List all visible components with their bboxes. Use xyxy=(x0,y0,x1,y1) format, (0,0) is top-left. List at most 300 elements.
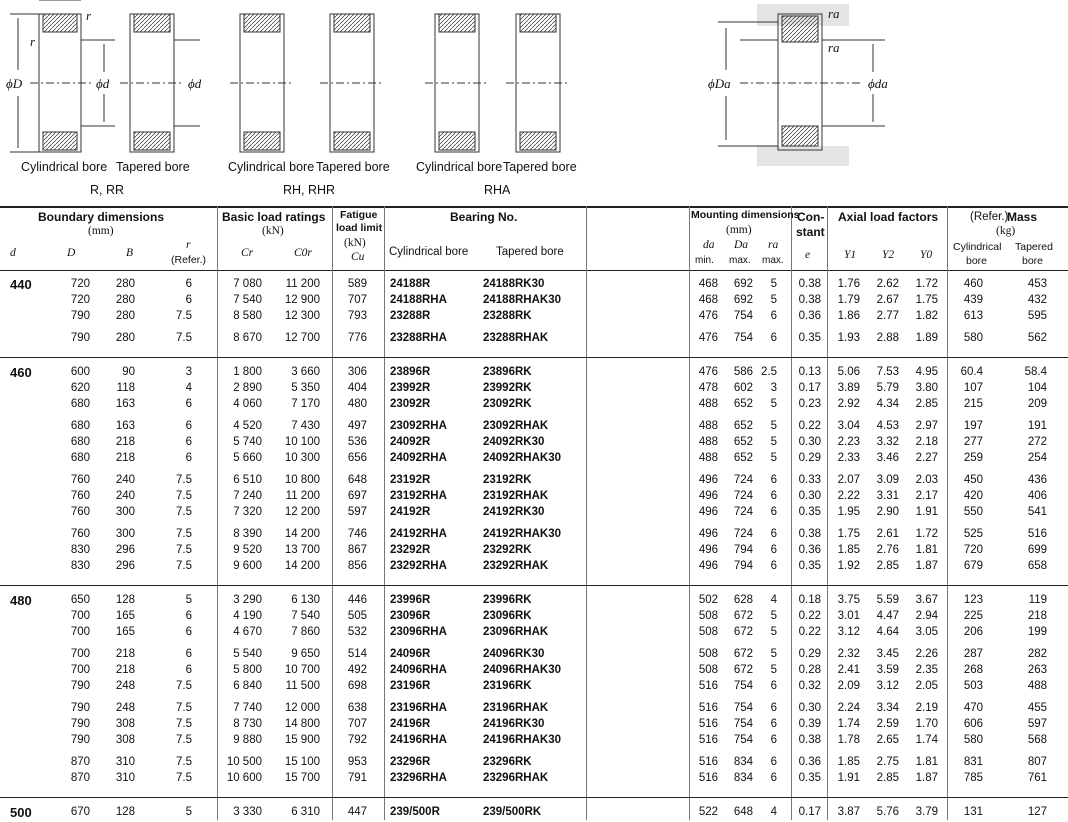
table-cell: 218 xyxy=(115,664,135,676)
table-cell: 5 xyxy=(770,610,777,622)
table-cell: 6 xyxy=(185,610,192,622)
table-cell: 4 670 xyxy=(233,626,262,638)
table-cell: 15 700 xyxy=(284,772,320,784)
table-cell: 5 xyxy=(770,294,777,306)
table-cell: 5 xyxy=(770,436,777,448)
table-cell: 754 xyxy=(733,332,753,344)
table-cell: 2.32 xyxy=(837,648,860,660)
table-cell: 280 xyxy=(115,310,135,322)
table-cell: 700 xyxy=(70,648,90,660)
table-cell: 7 320 xyxy=(233,506,262,518)
table-cell: 656 xyxy=(347,452,367,464)
table-cell: 0.35 xyxy=(798,772,821,784)
table-cell: 7 540 xyxy=(233,294,262,306)
table-cell: 308 xyxy=(115,734,135,746)
table-cell: 23196RHAK xyxy=(483,702,549,714)
table-cell: 436 xyxy=(1027,474,1047,486)
table-cell: 23896RK xyxy=(483,366,532,378)
table-cell: 2.23 xyxy=(837,436,860,448)
table-cell: 628 xyxy=(733,594,753,606)
table-cell: 9 650 xyxy=(291,648,320,660)
table-cell: 5 xyxy=(770,626,777,638)
table-row xyxy=(0,734,1068,750)
table-cell: 4 xyxy=(770,594,777,606)
table-cell: 0.36 xyxy=(798,310,821,322)
table-cell: 2.05 xyxy=(915,680,938,692)
table-cell: 1 800 xyxy=(233,366,262,378)
table-cell: 4 xyxy=(770,806,777,818)
table-cell: 6 xyxy=(770,772,777,784)
table-row xyxy=(0,420,1068,436)
table-cell: 0.29 xyxy=(798,452,821,464)
table-cell: 6 xyxy=(770,544,777,556)
table-cell: 720 xyxy=(963,544,983,556)
header-mass-refer: (Refer.) xyxy=(970,211,1009,223)
table-cell: 58.4 xyxy=(1024,366,1047,378)
table-row xyxy=(0,756,1068,772)
table-cell: 516 xyxy=(698,718,718,730)
table-cell: 24192R xyxy=(390,506,431,518)
table-cell: 692 xyxy=(733,294,753,306)
table-cell: 24096RHAK30 xyxy=(483,664,561,676)
table-cell: 3.59 xyxy=(876,664,899,676)
table-cell: 7.5 xyxy=(176,756,192,768)
table-cell: 0.22 xyxy=(798,610,821,622)
table-cell: 10 500 xyxy=(226,756,262,768)
table-cell: 23096RHAK xyxy=(483,626,549,638)
bearing-table xyxy=(0,206,1068,820)
table-cell: 648 xyxy=(733,806,753,818)
caption-rha-cylindrical: Cylindrical bore xyxy=(416,160,503,174)
table-cell: 9 520 xyxy=(233,544,262,556)
table-cell: 7.5 xyxy=(176,474,192,486)
header-cyl-bore: Cylindrical bore xyxy=(389,246,469,258)
table-cell: 23296RHA xyxy=(390,772,447,784)
table-cell: 754 xyxy=(733,310,753,322)
table-cell: 0.28 xyxy=(798,664,821,676)
table-cell: 300 xyxy=(115,506,135,518)
table-cell: 131 xyxy=(963,806,983,818)
table-cell: 7.53 xyxy=(876,366,899,378)
table-cell: 562 xyxy=(1027,332,1047,344)
table-cell: 652 xyxy=(733,398,753,410)
table-cell: 700 xyxy=(70,626,90,638)
table-cell: 2 890 xyxy=(233,382,262,394)
table-cell: 23096RK xyxy=(483,610,532,622)
col-y0: Y0 xyxy=(920,249,933,261)
table-cell: 1.70 xyxy=(915,718,938,730)
table-cell: 14 800 xyxy=(284,718,320,730)
bearing-rha-cylindrical xyxy=(425,14,489,152)
table-cell: 23992R xyxy=(390,382,431,394)
table-cell: 24096R xyxy=(390,648,431,660)
table-cell: 1.85 xyxy=(837,756,860,768)
table-cell: 2.18 xyxy=(915,436,938,448)
table-cell: 0.23 xyxy=(798,398,821,410)
table-cell: 23092RK xyxy=(483,398,532,410)
symbol-mount-inner: ϕda xyxy=(868,76,888,91)
table-cell: 10 100 xyxy=(284,436,320,448)
bore-d-value: 500 xyxy=(10,805,32,820)
table-cell: 648 xyxy=(347,474,367,486)
table-cell: 724 xyxy=(733,490,753,502)
table-cell: 23192RHA xyxy=(390,490,447,502)
table-cell: 597 xyxy=(347,506,367,518)
table-cell: 2.67 xyxy=(876,294,899,306)
table-cell: 268 xyxy=(963,664,983,676)
table-cell: 23992RK xyxy=(483,382,532,394)
table-cell: 1.95 xyxy=(837,506,860,518)
table-cell: 514 xyxy=(347,648,367,660)
table-cell: 5 xyxy=(770,278,777,290)
table-cell: 300 xyxy=(115,528,135,540)
table-cell: 23192R xyxy=(390,474,431,486)
table-cell: 127 xyxy=(1027,806,1047,818)
table-cell: 7 740 xyxy=(233,702,262,714)
table-cell: 306 xyxy=(347,366,367,378)
table-cell: 2.94 xyxy=(915,610,938,622)
table-row xyxy=(0,718,1068,734)
table-cell: 2.09 xyxy=(837,680,860,692)
symbol-outer-diameter: ϕD xyxy=(6,76,23,91)
table-cell: 586 xyxy=(733,366,753,378)
table-cell: 225 xyxy=(963,610,983,622)
table-cell: 24188RK30 xyxy=(483,278,545,290)
table-cell: 23096R xyxy=(390,610,431,622)
table-cell: 2.76 xyxy=(876,544,899,556)
table-cell: 670 xyxy=(70,806,90,818)
table-cell: 272 xyxy=(1027,436,1047,448)
table-cell: 7 540 xyxy=(291,610,320,622)
table-cell: 652 xyxy=(733,420,753,432)
table-cell: 5 xyxy=(770,648,777,660)
table-cell: 790 xyxy=(70,718,90,730)
table-cell: 4.53 xyxy=(876,420,899,432)
table-cell: 3.89 xyxy=(837,382,860,394)
table-cell: 6 xyxy=(185,664,192,676)
table-cell: 23292RK xyxy=(483,544,532,556)
table-cell: 24192RHA xyxy=(390,528,447,540)
table-row xyxy=(0,366,1068,382)
table-cell: 24092R xyxy=(390,436,431,448)
table-cell: 2.27 xyxy=(915,452,938,464)
table-row xyxy=(0,310,1068,326)
table-row xyxy=(0,610,1068,626)
table-cell: 280 xyxy=(115,294,135,306)
table-cell: 720 xyxy=(70,294,90,306)
table-cell: 7.5 xyxy=(176,544,192,556)
table-cell: 502 xyxy=(698,594,718,606)
header-boundary-unit: (mm) xyxy=(88,225,114,237)
table-cell: 760 xyxy=(70,490,90,502)
symbol-mount-outer: ϕDa xyxy=(708,76,731,91)
table-cell: 790 xyxy=(70,734,90,746)
table-cell: 2.88 xyxy=(876,332,899,344)
symbol-ra: ra xyxy=(828,40,840,55)
table-cell: 6 xyxy=(770,506,777,518)
table-cell: 23092R xyxy=(390,398,431,410)
header-mass-tap-1: Tapered xyxy=(1015,241,1053,253)
header-constant-1: Con- xyxy=(797,210,825,224)
header-mass: Mass xyxy=(1007,210,1038,224)
symbol-r: r xyxy=(86,8,92,23)
table-cell: 3.34 xyxy=(876,702,899,714)
table-cell: 602 xyxy=(733,382,753,394)
table-cell: 23092RHA xyxy=(390,420,447,432)
table-cell: 7.5 xyxy=(176,560,192,572)
table-cell: 1.93 xyxy=(837,332,860,344)
table-row xyxy=(0,490,1068,506)
table-cell: 446 xyxy=(347,594,367,606)
table-cell: 7 240 xyxy=(233,490,262,502)
table-cell: 541 xyxy=(1027,506,1047,518)
table-cell: 7.5 xyxy=(176,772,192,784)
table-row xyxy=(0,626,1068,642)
header-fatigue-2: load limit xyxy=(336,222,383,234)
col-D: D xyxy=(67,247,76,259)
table-cell: 218 xyxy=(115,436,135,448)
table-cell: 754 xyxy=(733,718,753,730)
header-constant-2: stant xyxy=(796,225,825,239)
table-cell: 2.19 xyxy=(915,702,938,714)
table-top-rule xyxy=(0,206,1068,208)
table-cell: 24192RHAK30 xyxy=(483,528,561,540)
table-cell: 3.04 xyxy=(837,420,860,432)
bearing-drawings xyxy=(0,0,1068,206)
table-cell: 7 080 xyxy=(233,278,262,290)
table-cell: 707 xyxy=(347,718,367,730)
table-cell: 7 170 xyxy=(291,398,320,410)
table-cell: 792 xyxy=(347,734,367,746)
table-cell: 24096RHA xyxy=(390,664,447,676)
bearing-rha-tapered xyxy=(506,14,570,152)
table-cell: 0.36 xyxy=(798,544,821,556)
table-cell: 12 900 xyxy=(284,294,320,306)
table-cell: 1.86 xyxy=(837,310,860,322)
table-cell: 867 xyxy=(347,544,367,556)
table-cell: 432 xyxy=(1027,294,1047,306)
table-cell: 11 200 xyxy=(285,490,320,502)
table-cell: 6 xyxy=(770,332,777,344)
table-cell: 12 300 xyxy=(284,310,320,322)
header-tap-bore: Tapered bore xyxy=(496,246,564,258)
table-cell: 1.81 xyxy=(915,544,938,556)
table-cell: 6 xyxy=(770,560,777,572)
group-separator xyxy=(0,797,1068,798)
caption-rha-type: RHA xyxy=(484,183,511,197)
table-cell: 23288R xyxy=(390,310,431,322)
col-y2: Y2 xyxy=(882,249,895,261)
table-cell: 2.75 xyxy=(876,756,899,768)
table-cell: 165 xyxy=(115,610,135,622)
col-y1: Y1 xyxy=(844,249,857,261)
table-cell: 165 xyxy=(115,626,135,638)
table-cell: 6 xyxy=(185,626,192,638)
table-cell: 7.5 xyxy=(176,332,192,344)
group-separator xyxy=(0,585,1068,586)
table-cell: 652 xyxy=(733,452,753,464)
table-cell: 280 xyxy=(115,332,135,344)
caption-rh-tapered: Tapered bore xyxy=(316,160,390,174)
header-boundary: Boundary dimensions xyxy=(38,210,165,224)
table-cell: 707 xyxy=(347,294,367,306)
table-cell: 754 xyxy=(733,680,753,692)
table-cell: 123 xyxy=(963,594,983,606)
table-cell: 6 xyxy=(185,420,192,432)
table-cell: 2.59 xyxy=(876,718,899,730)
table-cell: 6 xyxy=(770,756,777,768)
table-cell: 7.5 xyxy=(176,490,192,502)
table-cell: 0.17 xyxy=(798,382,821,394)
table-cell: 6 xyxy=(770,702,777,714)
table-cell: 5 800 xyxy=(233,664,262,676)
table-cell: 439 xyxy=(963,294,983,306)
table-cell: 834 xyxy=(733,772,753,784)
table-cell: 700 xyxy=(70,610,90,622)
symbol-r-side: r xyxy=(30,34,36,49)
table-cell: 550 xyxy=(963,506,983,518)
table-cell: 8 580 xyxy=(233,310,262,322)
table-cell: 856 xyxy=(347,560,367,572)
table-cell: 5.59 xyxy=(876,594,899,606)
table-cell: 206 xyxy=(963,626,983,638)
table-cell: 4 xyxy=(185,382,192,394)
bearing-rh-cylindrical xyxy=(230,14,294,152)
table-cell: 310 xyxy=(115,756,135,768)
table-cell: 3 xyxy=(185,366,192,378)
table-cell: 0.38 xyxy=(798,278,821,290)
table-cell: 793 xyxy=(347,310,367,322)
table-cell: 790 xyxy=(70,310,90,322)
table-cell: 697 xyxy=(347,490,367,502)
table-cell: 6 xyxy=(770,490,777,502)
table-cell: 450 xyxy=(963,474,983,486)
table-cell: 488 xyxy=(698,436,718,448)
table-cell: 199 xyxy=(1027,626,1047,638)
table-cell: 4 520 xyxy=(233,420,262,432)
table-cell: 254 xyxy=(1027,452,1047,464)
table-cell: 24196RHAK30 xyxy=(483,734,561,746)
table-cell: 23196R xyxy=(390,680,431,692)
table-cell: 14 200 xyxy=(284,560,320,572)
table-cell: 0.17 xyxy=(798,806,821,818)
table-cell: 24196R xyxy=(390,718,431,730)
table-cell: 790 xyxy=(70,702,90,714)
table-cell: 23092RHAK xyxy=(483,420,549,432)
table-cell: 13 700 xyxy=(284,544,320,556)
table-cell: 1.76 xyxy=(837,278,860,290)
table-cell: 24092RK30 xyxy=(483,436,545,448)
table-cell: 7.5 xyxy=(176,702,192,714)
table-cell: 754 xyxy=(733,702,753,714)
table-cell: 6 xyxy=(185,294,192,306)
header-bottom-rule xyxy=(0,270,1068,271)
caption-rha-tapered: Tapered bore xyxy=(503,160,577,174)
table-cell: 5 xyxy=(770,420,777,432)
col-e: e xyxy=(805,249,811,261)
table-cell: 1.85 xyxy=(837,544,860,556)
table-cell: 760 xyxy=(70,506,90,518)
table-cell: 794 xyxy=(733,544,753,556)
table-cell: 0.29 xyxy=(798,648,821,660)
table-cell: 6 xyxy=(185,436,192,448)
table-row xyxy=(0,398,1068,414)
table-cell: 23996RK xyxy=(483,594,532,606)
table-cell: 5.06 xyxy=(837,366,860,378)
table-cell: 7.5 xyxy=(176,680,192,692)
table-cell: 1.91 xyxy=(915,506,938,518)
table-cell: 12 000 xyxy=(284,702,320,714)
table-cell: 24192RK30 xyxy=(483,506,545,518)
table-cell: 23192RHAK xyxy=(483,490,549,502)
col-cor: C0r xyxy=(294,247,312,259)
table-cell: 6 xyxy=(770,718,777,730)
table-cell: 24196RHA xyxy=(390,734,447,746)
table-cell: 6 xyxy=(185,452,192,464)
table-cell: 672 xyxy=(733,626,753,638)
table-cell: 6 840 xyxy=(233,680,262,692)
table-cell: 613 xyxy=(963,310,983,322)
header-mass-tap-2: bore xyxy=(1022,255,1044,267)
table-cell: 692 xyxy=(733,278,753,290)
bore-d-value: 480 xyxy=(10,593,32,608)
table-cell: 259 xyxy=(963,452,983,464)
table-cell: 420 xyxy=(963,490,983,502)
table-cell: 488 xyxy=(698,452,718,464)
table-cell: 2.24 xyxy=(837,702,860,714)
table-cell: 0.30 xyxy=(798,702,821,714)
table-cell: 4.34 xyxy=(876,398,899,410)
table-cell: 597 xyxy=(1027,718,1047,730)
table-cell: 580 xyxy=(963,332,983,344)
table-cell: 308 xyxy=(115,718,135,730)
table-cell: 7.5 xyxy=(176,310,192,322)
table-cell: 476 xyxy=(698,310,718,322)
col-ra-max: max. xyxy=(762,255,784,266)
table-cell: 658 xyxy=(1027,560,1047,572)
table-cell: 5 xyxy=(185,594,192,606)
table-cell: 536 xyxy=(347,436,367,448)
table-cell: 1.81 xyxy=(915,756,938,768)
table-cell: 3.31 xyxy=(876,490,899,502)
table-row xyxy=(0,452,1068,468)
header-mass-cyl-1: Cylindrical xyxy=(953,241,1002,253)
table-cell: 508 xyxy=(698,626,718,638)
mounting-diagram xyxy=(718,4,885,166)
table-cell: 3.12 xyxy=(876,680,899,692)
table-cell: 508 xyxy=(698,610,718,622)
table-cell: 4 190 xyxy=(233,610,262,622)
table-cell: 870 xyxy=(70,756,90,768)
table-row xyxy=(0,594,1068,610)
table-cell: 652 xyxy=(733,436,753,448)
table-cell: 589 xyxy=(347,278,367,290)
header-cu: Cu xyxy=(351,251,365,263)
table-cell: 698 xyxy=(347,680,367,692)
caption-r-type: R, RR xyxy=(90,183,125,197)
table-cell: 3.12 xyxy=(837,626,860,638)
table-row xyxy=(0,294,1068,310)
table-cell: 791 xyxy=(347,772,367,784)
table-row xyxy=(0,436,1068,452)
table-cell: 23288RHAK xyxy=(483,332,549,344)
table-row xyxy=(0,528,1068,544)
table-cell: 488 xyxy=(1027,680,1047,692)
table-cell: 23996R xyxy=(390,594,431,606)
table-cell: 23296RK xyxy=(483,756,532,768)
table-cell: 2.26 xyxy=(915,648,938,660)
table-cell: 23288RHA xyxy=(390,332,447,344)
